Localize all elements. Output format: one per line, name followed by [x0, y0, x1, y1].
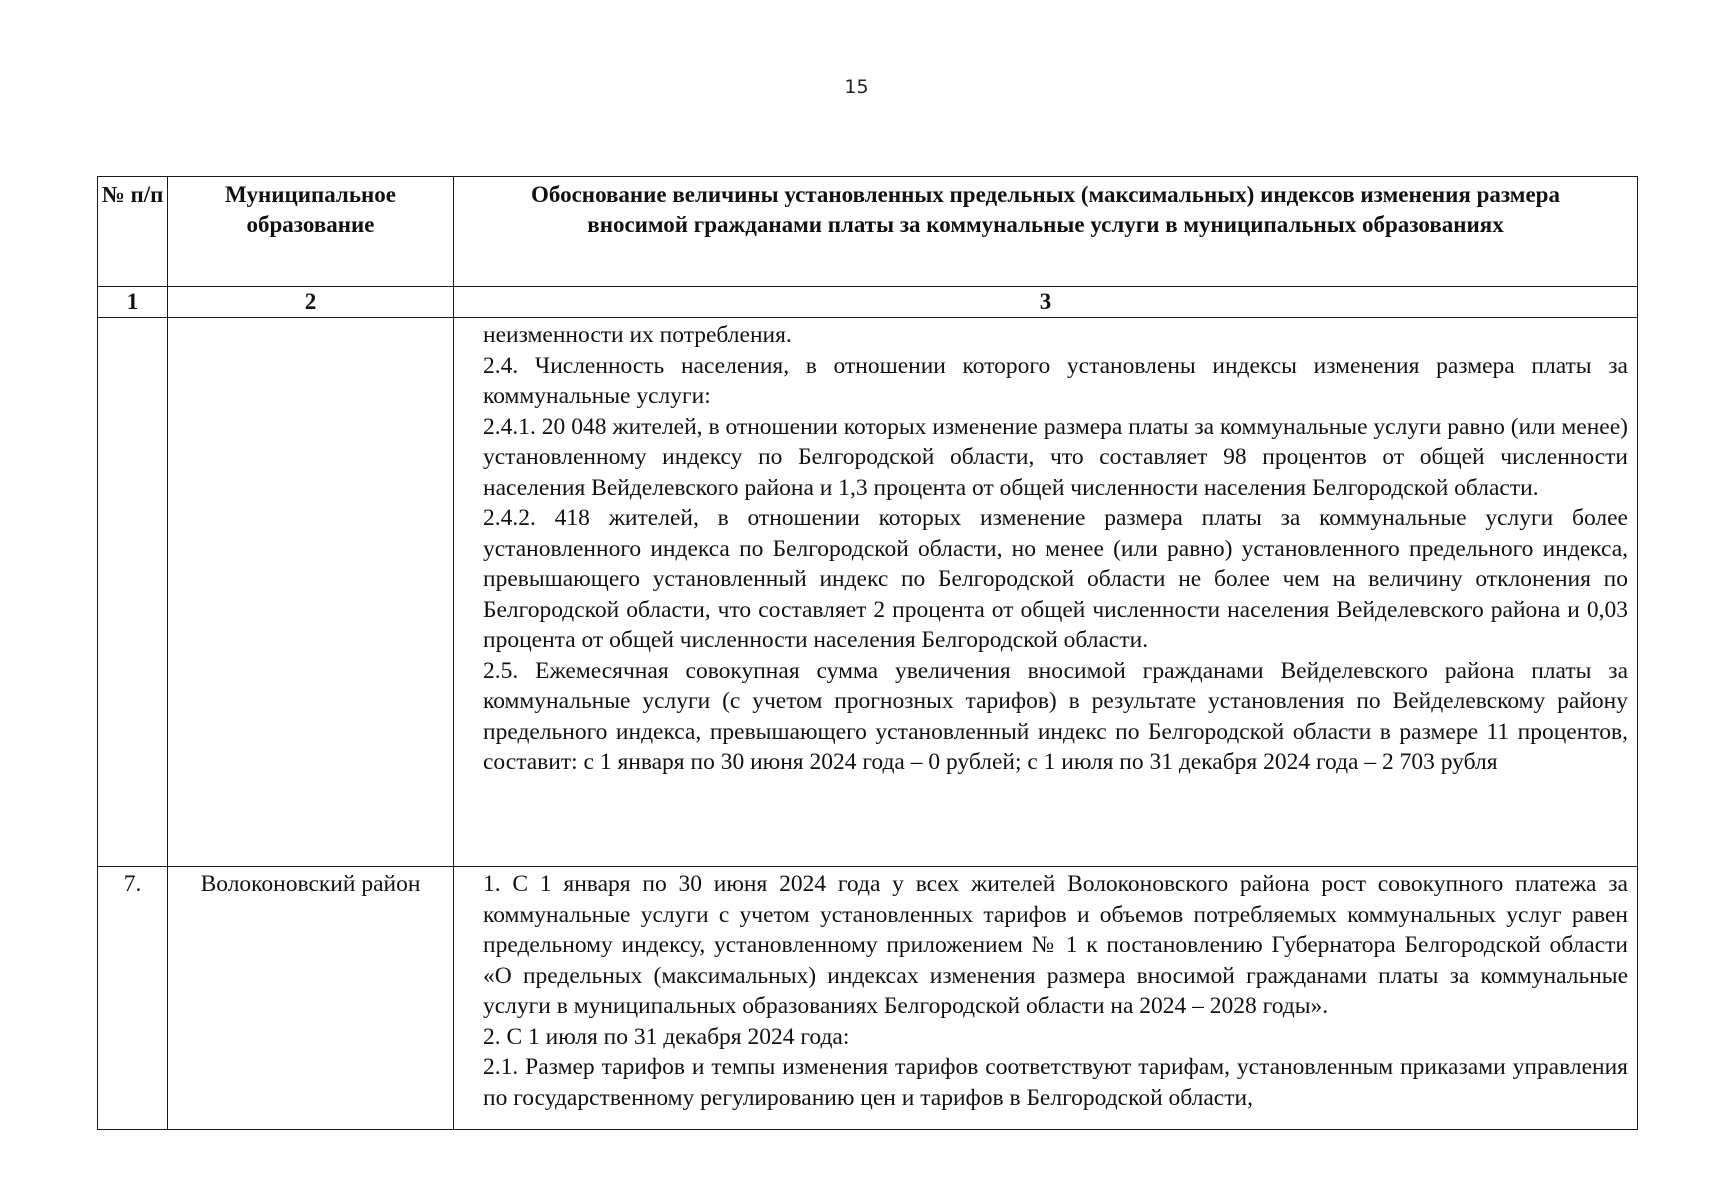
page-number: 15 — [844, 76, 869, 98]
row-justification-cell — [454, 318, 1638, 867]
table-row — [98, 318, 1638, 867]
column-number-3: 3 — [454, 287, 1638, 318]
paragraph: 2.4. Численность населения, в отношении которого установлены индексы изменения размера платы за коммунальные услуги: — [483, 352, 1628, 409]
paragraph: 2.1. Размер тарифов и темпы изменения тарифов соответствуют тарифам, установленным приказами управления по государственному регулированию цен и тарифов в Белгородской области, — [483, 1054, 1628, 1111]
row-municipality-cell — [168, 867, 454, 1130]
header-justification-cell — [454, 177, 1638, 287]
header-num-cell — [98, 177, 168, 287]
row-num-cell — [98, 318, 168, 867]
paragraph: 2.4.2. 418 жителей, в отношении которых изменение размера платы за коммунальные услуги более установленного индекса по Белгородской области, но менее (или равно) установленного предельного индекса, превышающего установленный индекс по Белгородской области не более чем на величину отклонения по Белгородской области, что составляет 2 процента от общей численности населения Вейделевского района и 0,03 процента от общей численности населения Белгородской области. — [483, 505, 1628, 653]
paragraph: 2.5. Ежемесячная совокупная сумма увеличения вносимой гражданами Вейделевского района платы за коммунальные услуги (с учетом прогнозных тарифов) в результате установления по Вейделевскому району предельного индекса, превышающего установленный индекс по Белгородской области в размере 11 процентов, составит: с 1 января по 30 июня 2024 года – 0 рублей; с 1 июля по 31 декабря 2024 года – 2 703 рубля — [483, 657, 1628, 775]
header-num: № п/п — [101, 182, 164, 207]
row-municipality: Волоконовский район — [200, 871, 421, 897]
header-municipality: Муниципальное образование — [225, 182, 396, 237]
paragraph: неизменности их потребления. — [483, 322, 792, 348]
justification-table — [97, 176, 1638, 1130]
row-num: 7. — [123, 871, 142, 897]
paragraph: 2.4.1. 20 048 жителей, в отношении которых изменение размера платы за коммунальные услуги равно (или менее) установленному индексу по Белгородской области, что составляет 98 процентов от общей численности населения Вейделевского района и 1,3 процента от общей численности населения Белгородской области. — [483, 413, 1628, 501]
row-municipality — [168, 318, 453, 320]
row-municipality-cell — [168, 318, 454, 867]
paragraph: 1. С 1 января по 30 июня 2024 года у всех жителей Волоконовского района рост совокупного платежа за коммунальные услуги с учетом установленных тарифов и объемов потребляемых коммунальных услуг равен предельному индексу, установленному приложением № 1 к постановлению Губернатора Белгородской области «О предельных (максимальных) индексах изменения размера вносимой гражданами платы за коммунальные услуги в муниципальных образованиях Белгородской области на 2024 – 2028 годы». — [483, 871, 1628, 1019]
row-justification-text — [454, 867, 1637, 1127]
column-number-2: 2 — [168, 287, 454, 318]
row-num-cell — [98, 867, 168, 1130]
table-header-row — [98, 177, 1638, 287]
row-justification-text — [454, 318, 1637, 778]
column-number-1: 1 — [98, 287, 168, 318]
header-justification: Обоснование величины установленных предельных (максимальных) индексов изменения размера вносимой гражданами платы за коммунальные услуги в муниципальных образованиях — [531, 182, 1560, 237]
row-justification-cell — [454, 867, 1638, 1130]
table-row — [98, 867, 1638, 1130]
paragraph: 2. С 1 июля по 31 декабря 2024 года: — [483, 1023, 850, 1050]
row-num — [98, 318, 167, 320]
header-municipality-cell — [168, 177, 454, 287]
column-number-row — [98, 287, 1638, 318]
